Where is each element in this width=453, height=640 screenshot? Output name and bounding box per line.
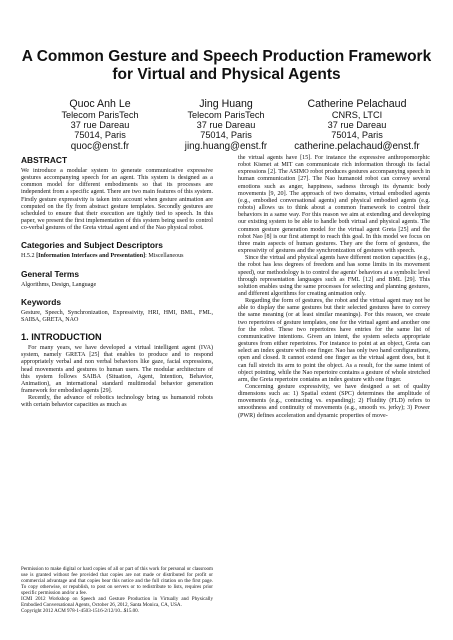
categories-descriptor: [Information Interfaces and Presentation] (36, 253, 146, 260)
footnote-venue: ICMI 2012 Workshop on Speech and Gesture Production in Virtually and Physically Embodied Conversational Agents, October 26, 2012, Santa Monica, CA, USA. (21, 596, 213, 609)
introduction-heading: 1. INTRODUCTION (21, 332, 102, 343)
author-address: 37 rue Dareau (70, 120, 130, 131)
author-address: 37 rue Dareau (327, 120, 387, 131)
abstract-heading: ABSTRACT (21, 155, 68, 165)
author-affiliation: CNRS, LTCI (331, 110, 383, 120)
author-name: Quoc Anh Le (69, 98, 131, 110)
body-paragraph: Concerning gesture expressivity, we have designed a set of quality dimensions such as: 1) Spatial extent (SPC) determines the amplitude of movements (e.g., contracting vs. expanding); 2) Fluidity (FLD) refers to smoothness and continuity of movements (e.g., smooth vs. jerky); 3) Power (PWR) defines acceleration and dynamic properties of move- (238, 384, 430, 419)
author-name: Catherine Pelachaud (307, 98, 407, 110)
body-paragraph: Since the virtual and physical agents have different motion capacities (e.g., the robot has less degrees of freedom and has some limits in its movement speed), our methodology is to control the agents' behaviors at a symbolic level through representation languages such as FML [12] and BML [29]. This solution enables using the same processes for selecting and planning gestures, and different algorithms for creating animation only. (238, 255, 430, 297)
footnote-permission: Permission to make digital or hard copies of all or part of this work for personal or classroom use is granted without fee provided that copies are not made or distributed for profit or commercial advantage and that copies bear this notice and the full citation on the first page. To copy otherwise, or republish, to post on servers or to redistribute to lists, requires prior specific permission and/or a fee. (21, 566, 213, 597)
general-terms-text: Algorithms, Design, Language (21, 281, 97, 288)
right-column (238, 155, 430, 420)
introduction-paragraph: For many years, we have developed a virtual intelligent agent (IVA) system, namely GRETA [25] that enables to produce and to respond appropriately verbal and non verbal behaviors like gaze, facial expressions, head movements and gestures to human users. The modular architecture of this system follows SAIBA (Situation, Agent, Intention, Behavior, Animation), an international standard multimodal behavior generation framework for embodied agents [29]. (21, 345, 213, 394)
left-column (21, 155, 213, 409)
author-affiliation: Telecom ParisTech (187, 110, 265, 120)
permission-footnote (21, 566, 213, 614)
keywords-text: Gesture, Speech, Synchronization, Expressivity, HRI, HMI, BML, FML, SAIBA, GRETA, NAO (21, 309, 213, 323)
general-terms-heading: General Terms (21, 268, 80, 279)
abstract-text: We introduce a modular system to generate communicative expressive gestures accompanying speech for an agent. This system is designed as a common model for different embodiments so that its processes are independent from a specific agent. There are two main features of this system. Firstly gesture expressivity is taken into account when gesture animation are computed on the fly from abstract gesture templates. Secondly gestures are scheduled to ensure that their execution are tightly tied to speech. In this paper, we present the first implementation of this system being used to control co-verbal gestures of the Greta virtual agent and of the Nao physical robot. (21, 168, 213, 232)
categories-code: H.5.2 (21, 253, 37, 260)
author-name: Jing Huang (199, 98, 253, 110)
footnote-copyright: Copyright 2012 ACM 978-1-4503-1516-2/12/10...$15.00. (21, 608, 140, 615)
author-email: catherine.pelachaud@enst.fr (294, 140, 420, 152)
author-city: 75014, Paris (200, 130, 252, 141)
author-city: 75014, Paris (331, 130, 383, 141)
author-city: 75014, Paris (74, 130, 126, 141)
author-affiliation: Telecom ParisTech (61, 110, 139, 120)
author-address: 37 rue Dareau (196, 120, 256, 131)
paper-title: A Common Gesture and Speech Production Framework for Virtual and Physical Agents (21, 48, 432, 83)
author-email: jing.huang@enst.fr (184, 140, 268, 152)
author-3 (282, 98, 432, 152)
body-paragraph: the virtual agents have [15]. For instance the expressive anthropomorphic robot Kismet at MIT can communicate rich information through its facial expressions [2]. The ASIMO robot produces gestures accompanying speech in human communication [27]. The Nao humanoid robot can convey several emotions such as anger, happiness, sadness through its dynamic body movements [9, 20]. The approach of two domains, virtual embodied agents (e.g., embodied conversational agents) and physical embodied agents (e.g. robots) allows us to think about a common framework to control their behaviors in a same way. For this reason we aim at extending and developing our existing system to be able to handle both virtual and physical agents. The common gesture generation model for the virtual agent Greta [25] and the robot Nao [8] is our first attempt to reach this goal. In this model we focus on three main aspects of human gestures. They are the form of gestures, the expressivity of gestures and the synchronization of gestures with speech. (238, 155, 430, 255)
categories-rest: : Miscellaneous (145, 253, 184, 260)
author-1 (30, 98, 170, 152)
categories-text (21, 253, 213, 260)
body-paragraph: Regarding the form of gestures, the robot and the virtual agent may not be able to display the same gestures but their selected gestures have to convey the same meaning (or at least similar meanings). For this reason, we create two repertoires of gesture templates, one for the virtual agent and another one for the robot. These two repertoires have entries for the same list of communicative intentions. Given an intent, the system selects appropriate gestures from either repertoires. For instance to point at an object, Greta can select an index gesture with one finger. Nao has only two hand configurations, open and closed. It cannot extend one finger as the virtual agent does, but it can full stretch its arm to point the object. As a result, for the same intent of object pointing, while the Nao repertoire contains a gesture of whole stretched arm, the Greta repertoire contains an index gesture with one finger. (238, 298, 430, 383)
introduction-paragraph: Recently, the advance of robotics technology bring us humanoid robots with certain behavior capacities as much as (21, 395, 213, 409)
author-2 (156, 98, 296, 152)
keywords-heading: Keywords (21, 296, 62, 307)
categories-heading: Categories and Subject Descriptors (21, 240, 163, 251)
author-email: quoc@enst.fr (70, 140, 130, 152)
